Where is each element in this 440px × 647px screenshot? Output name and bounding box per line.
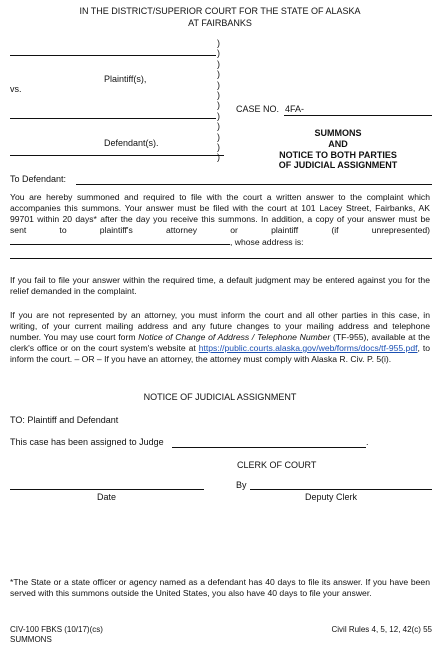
judge-line-period: . bbox=[366, 437, 369, 447]
assignment-heading: NOTICE OF JUDICIAL ASSIGNMENT bbox=[143, 392, 297, 402]
assigned-judge-label: This case has been assigned to Judge bbox=[10, 437, 164, 447]
date-label: Date bbox=[97, 492, 117, 502]
defendant-label: Defendant(s). bbox=[104, 138, 159, 148]
plaintiff-address-field[interactable] bbox=[10, 258, 432, 259]
footnote: *The State or a state officer or agency named as a defendant has 40 days to file its answer. If you have been served with this summons outside the United States, you also have 40 days to file your answer. bbox=[10, 577, 430, 598]
deputy-clerk-label: Deputy Clerk bbox=[305, 492, 358, 502]
case-number-label: CASE NO. bbox=[236, 104, 280, 114]
date-field[interactable] bbox=[10, 489, 204, 490]
by-label: By bbox=[236, 480, 247, 490]
address-notice-paragraph: If you are not represented by an attorney, you must inform the court and all other parties in this case, in writing, of your current mailing address and any future changes to your mailing address and telephone number. You may use court form Notice of Change of Address / Telephone Number (TF-955), available at the clerk's office or on the court system's website at https://public.courts.alaska.gov/web/forms/docs/tf-955.pdf, to inform the court. – OR – If you have an attorney, the attorney must comply with Alaska R. Civ. P. 5(i). bbox=[10, 310, 431, 364]
case-number-value: 4FA- bbox=[285, 104, 305, 114]
form-footer-left bbox=[10, 625, 103, 645]
caption-bracket-column: ) ) ) ) ) ) ) ) ) ) ) ) bbox=[217, 38, 220, 163]
to-defendant-label: To Defendant: bbox=[10, 174, 67, 184]
court-name: IN THE DISTRICT/SUPERIOR COURT FOR THE STATE OF ALASKA bbox=[79, 6, 361, 16]
document-title: SUMMONS AND NOTICE TO BOTH PARTIES OF JUDICIAL ASSIGNMENT bbox=[278, 128, 398, 171]
clerk-of-court-label: CLERK OF COURT bbox=[237, 460, 317, 470]
defendant-field[interactable] bbox=[76, 184, 432, 185]
deputy-clerk-signature-field[interactable] bbox=[250, 489, 432, 490]
defendant-name-line[interactable] bbox=[10, 118, 216, 119]
civil-rules-reference: Civil Rules 4, 5, 12, 42(c) 55 bbox=[331, 625, 432, 634]
caption-bottom-line bbox=[10, 155, 224, 156]
versus-label: vs. bbox=[10, 84, 22, 94]
court-header bbox=[0, 6, 440, 29]
summons-paragraph: You are hereby summoned and required to file with the court a written answer to the complaint which accompanies this summons. Your answer must be filed with the court at 101 Lacey Street, Fairbanks, AK 99701 within 20 days* after the day you receive this summons. In addition, a copy of your answer must be sent to plaintiff's attorney or plaintiff (if unrepresented) , whose address is: bbox=[10, 192, 430, 247]
form-id: CIV-100 FBKS (10/17)(cs) bbox=[10, 625, 103, 634]
plaintiff-name-line[interactable] bbox=[10, 55, 216, 56]
assignment-to-line: TO: Plaintiff and Defendant bbox=[10, 415, 119, 425]
plaintiff-attorney-field[interactable] bbox=[10, 236, 230, 245]
default-judgment-paragraph: If you fail to file your answer within the required time, a default judgment may be entered against you for the relief demanded in the complaint. bbox=[10, 275, 430, 296]
change-of-address-form-name: Notice of Change of Address / Telephone Number bbox=[138, 332, 331, 342]
judge-name-field[interactable] bbox=[172, 447, 366, 448]
case-number-field[interactable] bbox=[284, 115, 432, 116]
court-location: AT FAIRBANKS bbox=[188, 17, 252, 28]
plaintiff-label: Plaintiff(s), bbox=[104, 74, 147, 84]
tf-955-form-link[interactable]: https://public.courts.alaska.gov/web/forms/docs/tf-955.pdf bbox=[198, 343, 418, 353]
form-name: SUMMONS bbox=[10, 635, 52, 644]
